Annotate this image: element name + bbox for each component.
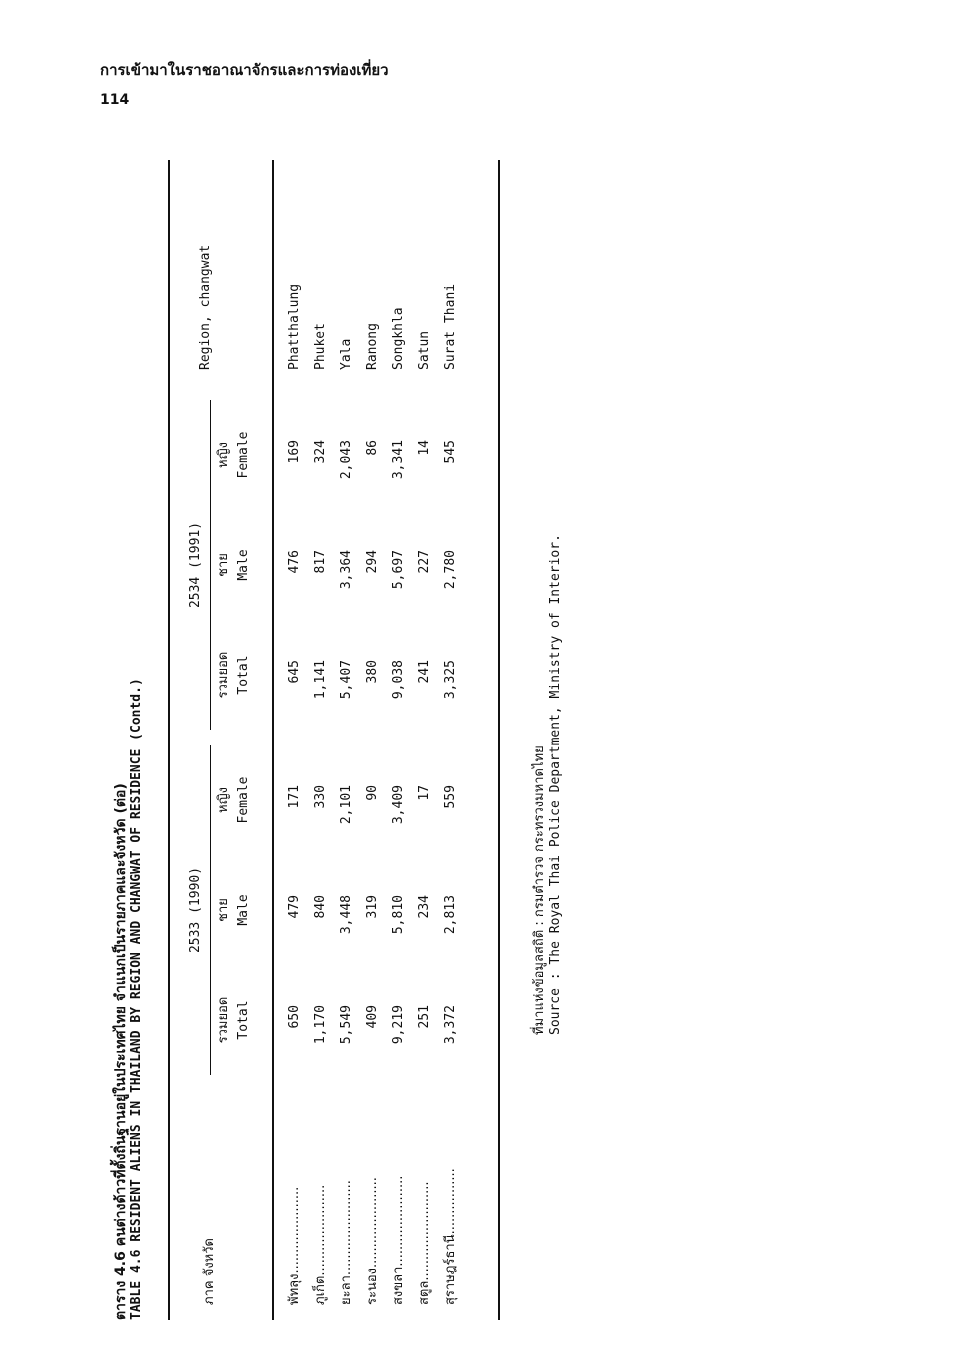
table-cell: 2,101 [339, 785, 354, 825]
table-cell: 5,549 [339, 1005, 354, 1045]
col-1991-female [282, 440, 464, 510]
table-cell: 545 [443, 440, 458, 464]
col-1991-male [282, 550, 464, 620]
table-cell: 2,043 [339, 440, 354, 480]
source-note-english: Source : The Royal Thai Police Department, Ministry of Interior. [548, 534, 563, 1035]
table-row-english: Phatthalung [287, 283, 302, 370]
col-province-english [282, 190, 464, 370]
table-cell: 9,038 [391, 660, 406, 700]
table-cell: 2,780 [443, 550, 458, 590]
page-number: 114 [100, 92, 130, 108]
table-cell: 5,810 [391, 895, 406, 935]
sub-header-1991-male: ชาย Male [216, 549, 251, 581]
table-cell: 650 [287, 1005, 302, 1029]
col-province-thai [282, 1105, 464, 1305]
table-caption-english: TABLE 4.6 RESIDENT ALIENS IN THAILAND BY REGION AND CHANGWAT OF RESIDENCE (Contd.) [129, 678, 144, 1320]
col-1991-total [282, 660, 464, 730]
table-cell: 251 [417, 1005, 432, 1029]
table-cell: 227 [417, 550, 432, 574]
table-cell: 234 [417, 895, 432, 919]
table-row-english: Phuket [313, 323, 328, 370]
table-cell: 294 [365, 550, 380, 574]
table-cell: 476 [287, 550, 302, 574]
table-cell: 319 [365, 895, 380, 919]
sub-header-1990-female: หญิง Female [216, 776, 251, 824]
running-header-title: การเข้ามาในราชอาณาจักรและการท่องเที่ยว [100, 61, 389, 79]
table-cell: 171 [287, 785, 302, 809]
table-cell: 3,372 [443, 1005, 458, 1045]
table-cell: 3,364 [339, 550, 354, 590]
table-cell: 559 [443, 785, 458, 809]
col-header-thai: ภาค จังหวัด [202, 1238, 217, 1305]
table-row-english: Ranong [365, 323, 380, 370]
table-cell: 3,325 [443, 660, 458, 700]
table-cell: 2,813 [443, 895, 458, 935]
table-row-thai: พัทลุง..................... [287, 1186, 302, 1305]
col-header-english: Region, changwat [198, 244, 213, 370]
table-cell: 1,141 [313, 660, 328, 700]
sub-header-1991-total: รวมยอด Total [216, 651, 251, 699]
bottom-rule [498, 160, 500, 1320]
table-row-english: Songkhla [391, 307, 406, 370]
table-cell: 330 [313, 785, 328, 809]
table-row-thai: สงขลา...................... [391, 1175, 406, 1305]
col-1990-male [282, 895, 464, 965]
table-cell: 840 [313, 895, 328, 919]
table-cell: 409 [365, 1005, 380, 1029]
year-group-1991: 2534 (1991) [188, 521, 203, 609]
col-1990-total [282, 1005, 464, 1075]
table-row-english: Yala [339, 338, 354, 370]
source-note-thai: ที่มาแห่งข้อมูลสถิติ : กรมตำรวจ กระทรวงมหาดไทย [532, 745, 547, 1035]
sub-header-1991-female: หญิง Female [216, 431, 251, 479]
top-rule [168, 160, 170, 1320]
table-cell: 86 [365, 440, 380, 456]
sub-header-1990-male: ชาย Male [216, 894, 251, 926]
table-cell: 9,219 [391, 1005, 406, 1045]
table-caption-thai: ตาราง 4.6 คนต่างด้าวที่ตั้งถิ่นฐานอยู่ในประเทศไทย จำแนกเป็นรายภาคและจังหวัด (ต่อ) [113, 783, 129, 1320]
col-1990-female [282, 785, 464, 855]
table-row-thai: ระนอง...................... [365, 1177, 380, 1305]
table-row-english: Satun [417, 330, 432, 370]
table-row-english: Surat Thani [443, 283, 458, 370]
table-row-thai: ภูเก็ต...................... [313, 1184, 328, 1305]
table-cell: 17 [417, 785, 432, 801]
table-cell: 5,697 [391, 550, 406, 590]
table-cell: 1,170 [313, 1005, 328, 1045]
table-row-thai: สุราษฎร์ธานี................ [443, 1168, 458, 1305]
table-cell: 3,341 [391, 440, 406, 480]
header-rule [272, 160, 274, 1320]
table-cell: 169 [287, 440, 302, 464]
year-group-1990-rule [210, 745, 211, 1075]
table-cell: 90 [365, 785, 380, 801]
table-cell: 5,407 [339, 660, 354, 700]
sub-header-1990-total: รวมยอด Total [216, 996, 251, 1044]
table-cell: 479 [287, 895, 302, 919]
table-cell: 14 [417, 440, 432, 456]
table-cell: 645 [287, 660, 302, 684]
year-group-1990: 2533 (1990) [188, 866, 203, 954]
table-cell: 324 [313, 440, 328, 464]
year-group-1991-rule [210, 400, 211, 730]
rotated-table-page [110, 135, 565, 1320]
table-cell: 380 [365, 660, 380, 684]
table-row-thai: สตูล........................ [417, 1181, 432, 1305]
table-cell: 817 [313, 550, 328, 574]
table-cell: 3,409 [391, 785, 406, 825]
table-cell: 241 [417, 660, 432, 684]
table-cell: 3,448 [339, 895, 354, 935]
table-row-thai: ยะลา....................... [339, 1180, 354, 1305]
